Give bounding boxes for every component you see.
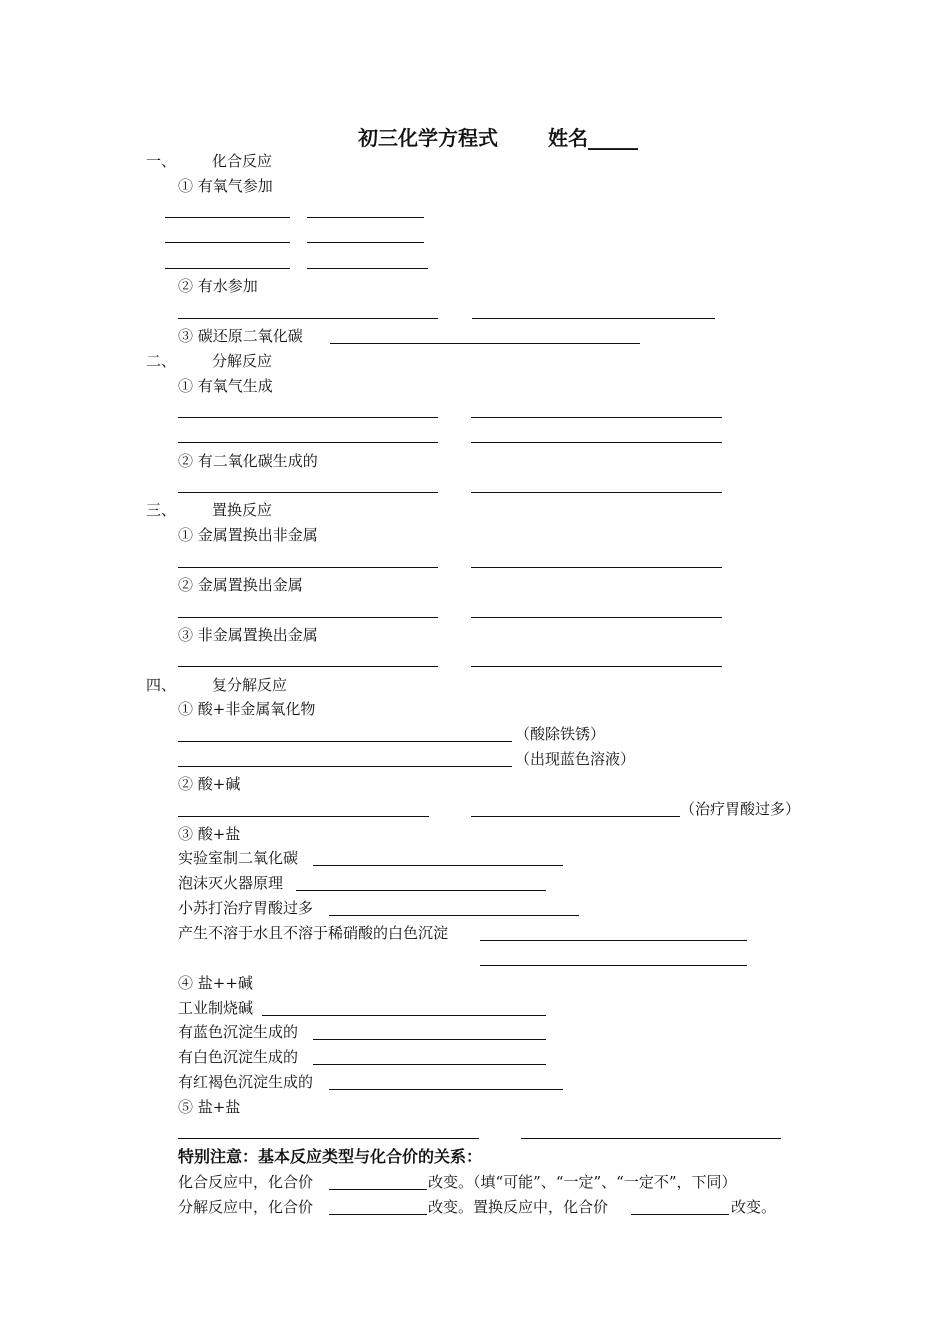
section-1-sub-3: ③ 碳还原二氧化碳: [178, 327, 303, 345]
answer-line[interactable]: [313, 865, 563, 866]
notice-line-2b: 改变。置换反应中，化合价: [428, 1198, 609, 1216]
answer-line[interactable]: [471, 567, 722, 568]
red-brown-precipitate-label: 有红褐色沉淀生成的: [178, 1073, 314, 1091]
caustic-soda-label: 工业制烧碱: [178, 999, 254, 1017]
answer-line[interactable]: [472, 318, 715, 319]
answer-line[interactable]: [471, 417, 722, 418]
answer-line[interactable]: [165, 268, 290, 269]
section-3-number: 三、: [146, 501, 177, 519]
section-3-heading: 置换反应: [212, 501, 273, 519]
answer-line[interactable]: [631, 1214, 729, 1215]
section-3-sub-3: ③ 非金属置换出金属: [178, 626, 318, 644]
section-4-heading: 复分解反应: [212, 676, 288, 694]
notice-line-1b: 改变。（填“可能”、“一定”、“一定不”，下同）: [428, 1173, 737, 1191]
page-title: 初三化学方程式: [358, 126, 498, 150]
notice-heading: 特别注意：基本反应类型与化合价的关系：: [178, 1147, 483, 1166]
answer-line[interactable]: [471, 617, 722, 618]
answer-line[interactable]: [178, 666, 438, 667]
section-4-sub-4: ④ 盐++碱: [178, 974, 253, 992]
answer-line[interactable]: [296, 890, 546, 891]
answer-line[interactable]: [471, 666, 722, 667]
white-precipitate-label: 产生不溶于水且不溶于稀硝酸的白色沉淀: [178, 924, 449, 942]
answer-line[interactable]: [313, 1064, 546, 1065]
section-1-heading: 化合反应: [212, 152, 273, 170]
answer-line[interactable]: [307, 217, 424, 218]
answer-line[interactable]: [313, 1039, 546, 1040]
notice-line-2c: 改变。: [731, 1198, 777, 1216]
answer-line[interactable]: [165, 217, 290, 218]
section-2-sub-1: ① 有氧气生成: [178, 377, 273, 395]
answer-line[interactable]: [521, 1138, 781, 1139]
answer-line[interactable]: [480, 940, 747, 941]
section-4-sub-3: ③ 酸+盐: [178, 825, 241, 843]
answer-line[interactable]: [178, 816, 429, 817]
answer-line[interactable]: [178, 492, 438, 493]
section-1-number: 一、: [146, 152, 177, 170]
answer-line[interactable]: [262, 1015, 546, 1016]
answer-line[interactable]: [178, 567, 438, 568]
answer-line[interactable]: [178, 1138, 479, 1139]
answer-line[interactable]: [330, 343, 640, 344]
answer-line[interactable]: [329, 1089, 563, 1090]
answer-line[interactable]: [307, 268, 428, 269]
note-stomach-acid: （治疗胃酸过多）: [680, 800, 801, 818]
answer-line[interactable]: [329, 915, 579, 916]
answer-line[interactable]: [165, 242, 290, 243]
answer-line[interactable]: [178, 766, 512, 767]
foam-extinguisher-label: 泡沫灭火器原理: [178, 874, 284, 892]
section-4-number: 四、: [146, 676, 177, 694]
answer-line[interactable]: [178, 617, 438, 618]
section-1-sub-2: ② 有水参加: [178, 277, 258, 295]
answer-line[interactable]: [178, 442, 438, 443]
lab-co2-label: 实验室制二氧化碳: [178, 849, 299, 867]
name-label: 姓名_____: [548, 126, 638, 150]
answer-line[interactable]: [480, 965, 747, 966]
section-4-sub-5: ⑤ 盐+盐: [178, 1098, 241, 1116]
answer-line[interactable]: [178, 417, 438, 418]
section-2-sub-2: ② 有二氧化碳生成的: [178, 452, 318, 470]
answer-line[interactable]: [329, 1214, 427, 1215]
answer-line[interactable]: [471, 492, 722, 493]
white-precipitate-2-label: 有白色沉淀生成的: [178, 1048, 299, 1066]
answer-line[interactable]: [178, 741, 512, 742]
note-rust: （酸除铁锈）: [515, 725, 606, 743]
answer-line[interactable]: [471, 442, 722, 443]
section-3-sub-2: ② 金属置换出金属: [178, 576, 303, 594]
answer-line[interactable]: [329, 1189, 427, 1190]
notice-line-1a: 化合反应中，化合价: [178, 1173, 314, 1191]
blue-precipitate-label: 有蓝色沉淀生成的: [178, 1023, 299, 1041]
baking-soda-label: 小苏打治疗胃酸过多: [178, 899, 314, 917]
answer-line[interactable]: [471, 816, 680, 817]
notice-line-2a: 分解反应中，化合价: [178, 1198, 314, 1216]
section-2-number: 二、: [146, 352, 177, 370]
note-blue-solution: （出现蓝色溶液）: [515, 750, 636, 768]
answer-line[interactable]: [178, 318, 438, 319]
section-4-sub-2: ② 酸+碱: [178, 775, 241, 793]
section-3-sub-1: ① 金属置换出非金属: [178, 526, 318, 544]
section-4-sub-1: ① 酸+非金属氧化物: [178, 700, 316, 718]
section-2-heading: 分解反应: [212, 352, 273, 370]
answer-line[interactable]: [307, 242, 424, 243]
section-1-sub-1: ① 有氧气参加: [178, 177, 273, 195]
